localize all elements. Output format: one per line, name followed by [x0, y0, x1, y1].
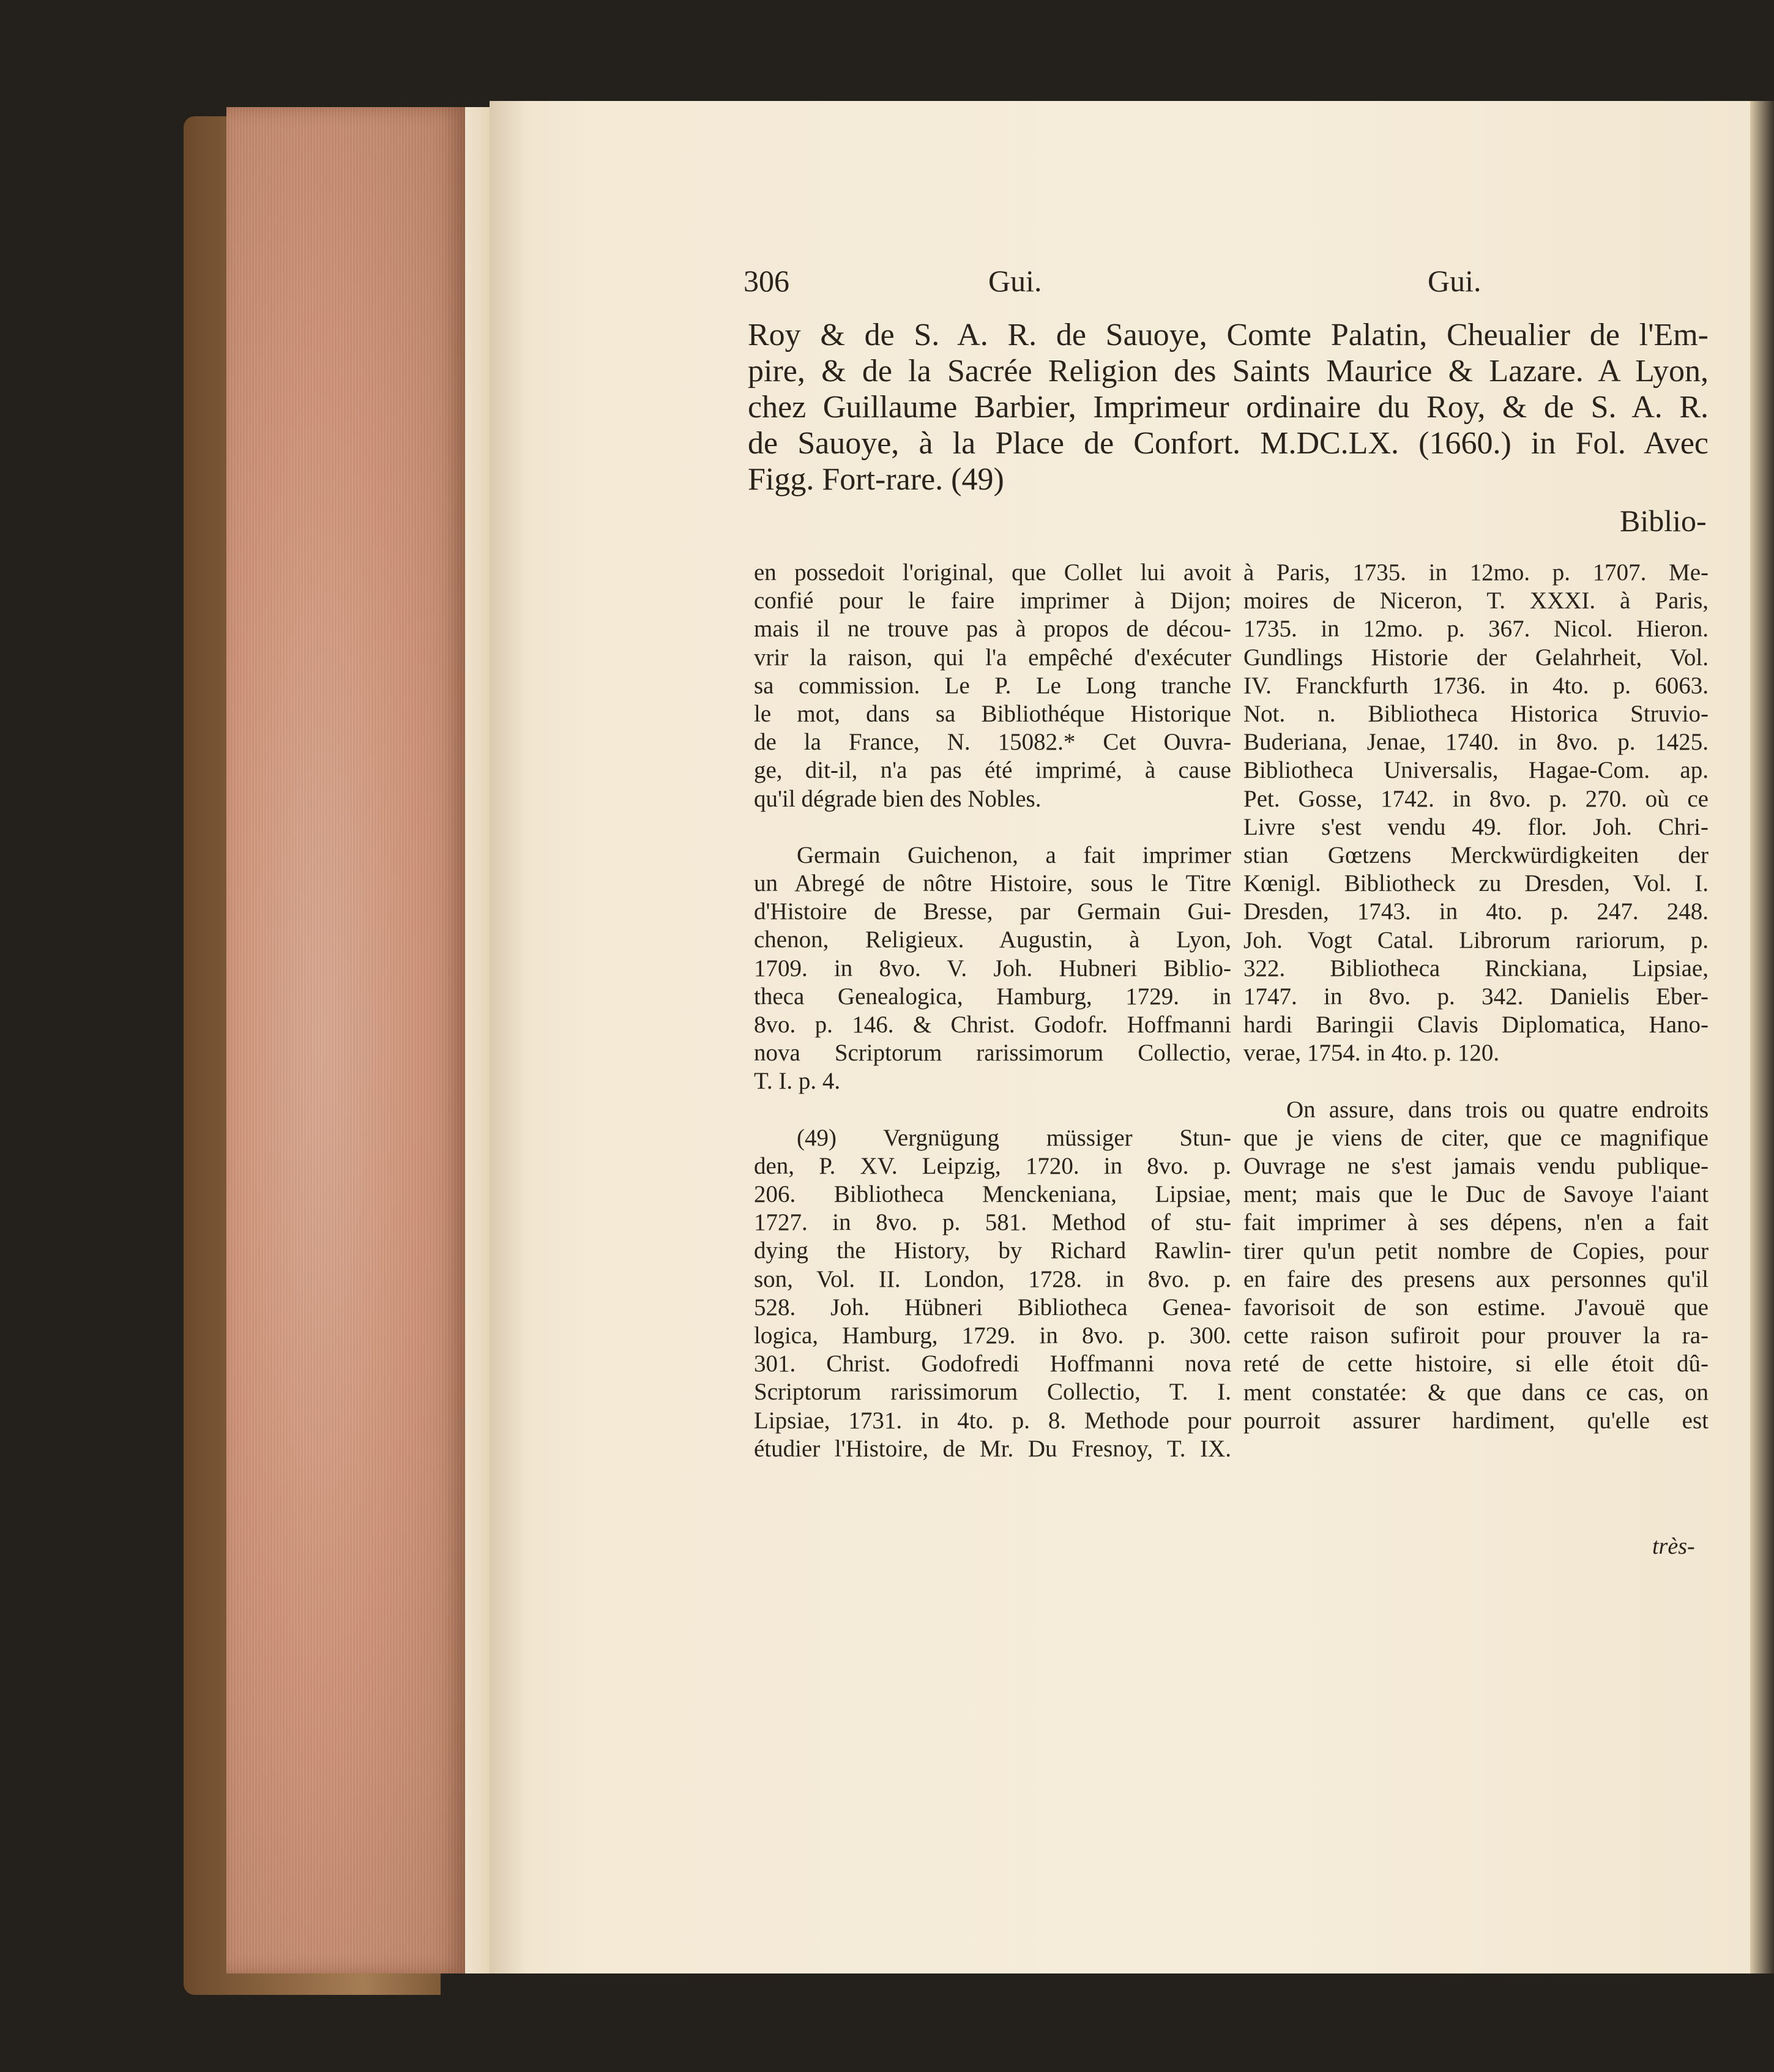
text-line: 301. Christ. Godofredi Hoffmanni nova — [754, 1351, 1231, 1377]
page-number: 306 — [744, 264, 789, 298]
paragraph — [754, 559, 1231, 813]
text-line: qu'il dégrade bien des Nobles. — [754, 785, 1042, 812]
text-line: un Abregé de nôtre Histoire, sous le Titre — [754, 870, 1231, 897]
running-head-left: Gui. — [988, 264, 1042, 298]
title-line: pire, & de la Sacrée Religion des Saints Maurice & Lazare. A Lyon, — [748, 354, 1709, 389]
text-line: stian Gœtzens Merckwürdigkeiten der — [1243, 842, 1709, 869]
text-line: pourroit assurer hardiment, qu'elle est — [1243, 1407, 1709, 1434]
title-line: de Sauoye, à la Place de Confort. M.DC.LX. (1660.) in Fol. Avec — [748, 426, 1709, 461]
text-line: 1747. in 8vo. p. 342. Danielis Eber- — [1243, 983, 1709, 1010]
page-edges — [226, 107, 465, 1973]
text-line: Joh. Vogt Catal. Librorum rariorum, p. — [1243, 926, 1709, 953]
text-line: ment; mais que le Duc de Savoye l'aiant — [1243, 1181, 1709, 1208]
text-line: verae, 1754. in 4to. p. 120. — [1243, 1040, 1500, 1067]
title-line: Roy & de S. A. R. de Sauoye, Comte Palatin, Cheualier de l'Em- — [748, 318, 1709, 352]
text-line: 1709. in 8vo. V. Joh. Hubneri Biblio- — [754, 955, 1231, 982]
text-line: ge, dit-il, n'a pas été imprimé, à cause — [754, 757, 1231, 784]
text-line: hardi Baringii Clavis Diplomatica, Hano- — [1243, 1012, 1709, 1038]
title-continuation — [748, 317, 1709, 498]
text-line: en faire des presens aux personnes qu'il — [1243, 1265, 1709, 1292]
text-line: de la France, N. 15082.* Cet Ouvra- — [754, 729, 1231, 756]
paragraph — [1243, 1096, 1709, 1435]
text-line: den, P. XV. Leipzig, 1720. in 8vo. p. — [754, 1152, 1231, 1179]
text-line: Not. n. Bibliotheca Historica Struvio- — [1243, 701, 1709, 728]
footnote-continued — [1243, 559, 1709, 1068]
text-line: T. I. p. 4. — [754, 1068, 841, 1095]
catchword-bottom: très- — [1652, 1534, 1695, 1559]
text-line: cette raison sufiroit pour prouver la ra- — [1243, 1322, 1709, 1349]
text-line: Kœnigl. Bibliotheck zu Dresden, Vol. I. — [1243, 870, 1709, 897]
text-line: confié pour le faire imprimer à Dijon; — [754, 587, 1231, 614]
text-line: le mot, dans sa Bibliothéque Historique — [754, 701, 1231, 728]
text-line: (49) Vergnügung müssiger Stun- — [797, 1124, 1231, 1151]
catchword-top: Biblio- — [1620, 504, 1707, 538]
text-line: Dresden, 1743. in 4to. p. 247. 248. — [1243, 898, 1709, 925]
text-line: 206. Bibliotheca Menckeniana, Lipsiae, — [754, 1181, 1231, 1208]
text-line: à Paris, 1735. in 12mo. p. 1707. Me- — [1243, 559, 1709, 586]
text-line: chenon, Religieux. Augustin, à Lyon, — [754, 926, 1231, 953]
text-line: Gundlings Historie der Gelahrheit, Vol. — [1243, 644, 1709, 671]
text-line: Scriptorum rarissimorum Collectio, T. I. — [754, 1379, 1231, 1406]
text-line: Ouvrage ne s'est jamais vendu publique- — [1243, 1153, 1709, 1180]
title-line: chez Guillaume Barbier, Imprimeur ordinaire du Roy, & de S. A. R. — [748, 390, 1709, 425]
text-line: 528. Joh. Hübneri Bibliotheca Genea- — [754, 1294, 1231, 1321]
running-head-right: Gui. — [1428, 264, 1481, 298]
text-line: 8vo. p. 146. & Christ. Godofr. Hoffmanni — [754, 1012, 1231, 1038]
right-column — [1243, 559, 1709, 1463]
text-line: Bibliotheca Universalis, Hagae-Com. ap. — [1243, 757, 1709, 784]
text-line: étudier l'Histoire, de Mr. Du Fresnoy, T. IX. — [754, 1435, 1231, 1462]
text-line: en possedoit l'original, que Collet lui avoit — [754, 559, 1231, 586]
text-line: Lipsiae, 1731. in 4to. p. 8. Methode pour — [754, 1407, 1231, 1434]
text-line: vrir la raison, qui l'a empêché d'exécuter — [754, 644, 1231, 671]
text-line: son, Vol. II. London, 1728. in 8vo. p. — [754, 1265, 1231, 1292]
text-line: mais il ne trouve pas à propos de décou- — [754, 616, 1231, 643]
text-line: reté de cette histoire, si elle étoit dû- — [1243, 1351, 1709, 1377]
text-line: IV. Franckfurth 1736. in 4to. p. 6063. — [1243, 672, 1709, 699]
text-line: 1727. in 8vo. p. 581. Method of stu- — [754, 1209, 1231, 1236]
text-line: Livre s'est vendu 49. flor. Joh. Chri- — [1243, 813, 1709, 840]
text-line: ment constatée: & que dans ce cas, on — [1243, 1379, 1709, 1406]
text-line: fait imprimer à ses dépens, n'en a fait — [1243, 1209, 1709, 1236]
paragraph — [754, 841, 1231, 1096]
text-line: que je viens de citer, que ce magnifique — [1243, 1124, 1709, 1151]
text-line: logica, Hamburg, 1729. in 8vo. p. 300. — [754, 1322, 1231, 1349]
footnote — [754, 1124, 1231, 1463]
left-column — [754, 559, 1231, 1491]
text-line: dying the History, by Richard Rawlin- — [754, 1237, 1231, 1264]
page-right-margin — [1750, 101, 1774, 1973]
text-line: 1735. in 12mo. p. 367. Nicol. Hieron. — [1243, 616, 1709, 643]
text-line: theca Genealogica, Hamburg, 1729. in — [754, 983, 1231, 1010]
text-line: Pet. Gosse, 1742. in 8vo. p. 270. où ce — [1243, 785, 1709, 812]
text-line: d'Histoire de Bresse, par Germain Gui- — [754, 898, 1231, 925]
text-line: tirer qu'un petit nombre de Copies, pour — [1243, 1237, 1709, 1264]
text-line: Buderiana, Jenae, 1740. in 8vo. p. 1425. — [1243, 729, 1709, 756]
title-line: Figg. Fort-rare. (49) — [748, 462, 1004, 497]
text-line: sa commission. Le P. Le Long tranche — [754, 672, 1231, 699]
text-line: moires de Niceron, T. XXXI. à Paris, — [1243, 587, 1709, 614]
text-line: nova Scriptorum rarissimorum Collectio, — [754, 1040, 1231, 1067]
text-line: Germain Guichenon, a fait imprimer — [797, 841, 1231, 868]
text-line: On assure, dans trois ou quatre endroits — [1286, 1096, 1709, 1123]
text-line: 322. Bibliotheca Rinckiana, Lipsiae, — [1243, 955, 1709, 982]
text-line: favorisoit de son estime. J'avouë que — [1243, 1294, 1709, 1321]
